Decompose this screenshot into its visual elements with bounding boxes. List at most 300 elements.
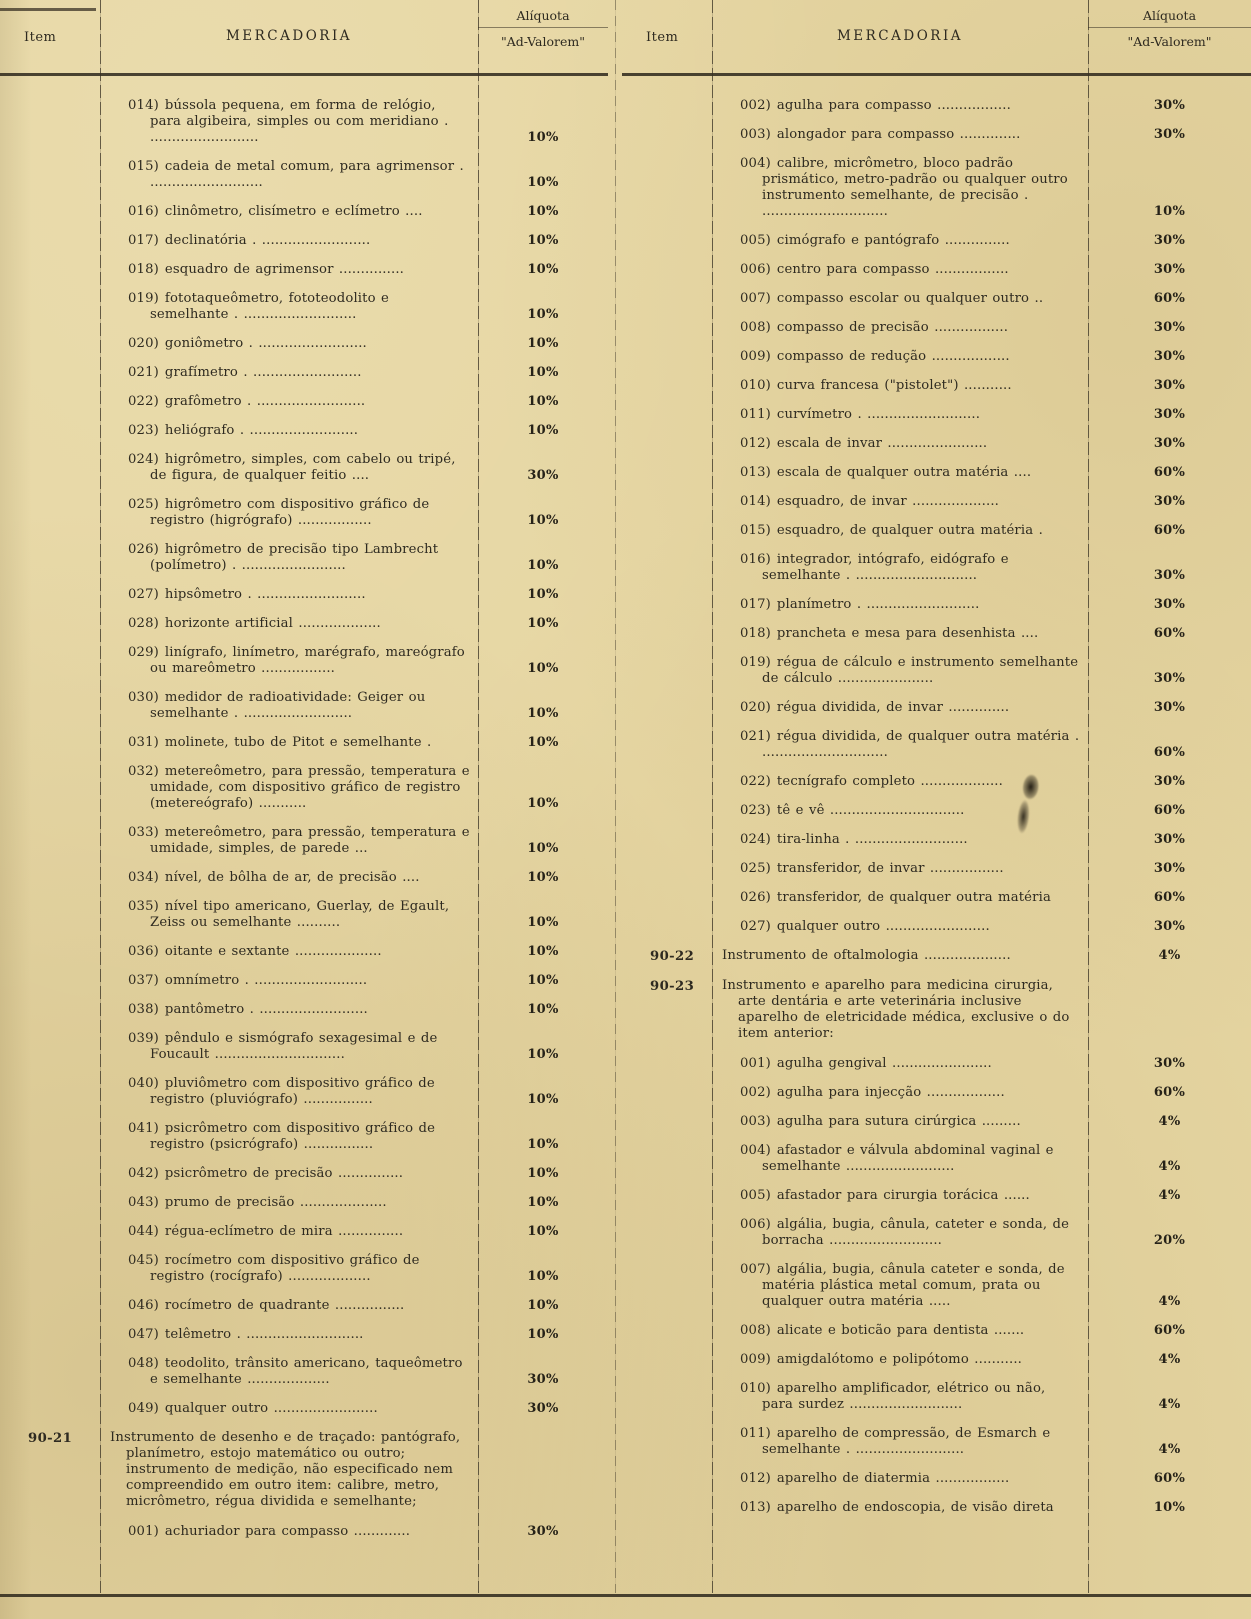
item-code [0, 1401, 100, 1417]
rate-value: 20% [1153, 1233, 1186, 1248]
entry-text: hipsômetro . ......................... [164, 587, 366, 602]
table-row [0, 423, 608, 439]
entry-text: bússola pequena, em forma de relógio, para algibeira, simples ou com meridiano . ......................... [150, 98, 449, 145]
entry-text: tecnígrafo completo ................... [776, 774, 1003, 789]
entry-text: Instrumento de oftalmologia .................... [722, 948, 1011, 963]
mercadoria-cell [712, 978, 1088, 1042]
mercadoria-cell [100, 1327, 478, 1343]
mercadoria-cell [712, 1188, 1088, 1204]
entry-number: 021) [740, 729, 771, 744]
item-code [0, 542, 100, 574]
table-row [622, 729, 1251, 761]
entry-number: 047) [128, 1327, 159, 1342]
rate-value: 60% [1153, 1323, 1186, 1338]
mercadoria-cell [100, 616, 478, 632]
mercadoria-cell [712, 1471, 1088, 1487]
item-code [622, 262, 712, 278]
mercadoria-cell [712, 774, 1088, 790]
mercadoria-cell [712, 700, 1088, 716]
entry-text: grafômetro . ......................... [164, 394, 366, 409]
entry-text: linígrafo, linímetro, marégrafo, mareógrafo ou mareômetro ................. [150, 645, 465, 676]
table-body-right [622, 76, 1251, 1516]
entry-text: régua-eclímetro de mira ............... [164, 1224, 404, 1239]
table-row [0, 365, 608, 381]
table-row [0, 336, 608, 352]
item-code [0, 452, 100, 484]
entry-number: 021) [128, 365, 159, 380]
entry-number: 010) [740, 1381, 771, 1396]
item-code [622, 1323, 712, 1339]
rate-value: 10% [527, 915, 559, 930]
mercadoria-cell [100, 735, 478, 751]
aliquota-label: Alíquota [478, 0, 608, 28]
item-code [0, 1298, 100, 1314]
item-code [622, 1085, 712, 1101]
mercadoria-cell [100, 98, 478, 146]
entry-number: 032) [128, 764, 159, 779]
item-code [622, 655, 712, 687]
item-code [622, 919, 712, 935]
item-code [622, 465, 712, 481]
mercadoria-cell [712, 919, 1088, 935]
entry-number: 010) [740, 378, 771, 393]
table-row [622, 1352, 1251, 1368]
table-body-left [0, 76, 608, 1540]
entry-number: 011) [740, 407, 771, 422]
item-code [0, 159, 100, 191]
aliquota-column-header [1088, 0, 1251, 73]
entry-text: higrômetro de precisão tipo Lambrecht (polímetro) . ........................ [150, 542, 439, 573]
item-code [622, 1143, 712, 1175]
entry-number: 016) [128, 204, 159, 219]
item-code [0, 764, 100, 812]
ad-valorem-label: "Ad-Valorem" [1127, 34, 1212, 49]
table-header-right [622, 0, 1251, 76]
entry-text: amigdalótomo e polipótomo ........... [776, 1352, 1023, 1367]
mercadoria-cell [712, 1085, 1088, 1101]
entry-number: 048) [128, 1356, 159, 1371]
entry-text: régua dividida, de invar .............. [776, 700, 1010, 715]
mercadoria-cell [712, 378, 1088, 394]
item-code [0, 291, 100, 323]
mercadoria-cell [100, 973, 478, 989]
table-row [0, 616, 608, 632]
rate-value: 10% [527, 616, 559, 631]
table-row [622, 803, 1251, 819]
table-row [622, 436, 1251, 452]
rate-value: 60% [1153, 745, 1186, 760]
item-code [0, 944, 100, 960]
table-row [622, 378, 1251, 394]
rate-value: 10% [527, 706, 559, 721]
entry-number: 018) [128, 262, 159, 277]
item-code [0, 98, 100, 146]
entry-number: 002) [740, 98, 771, 113]
table-row [622, 1056, 1251, 1072]
entry-number: 014) [128, 98, 159, 113]
table-row [622, 156, 1251, 220]
entry-text: omnímetro . .......................... [164, 973, 368, 988]
table-row [622, 890, 1251, 906]
item-code [0, 1224, 100, 1240]
item-code [622, 1262, 712, 1310]
rate-value: 30% [1153, 861, 1186, 876]
entry-number: 007) [740, 291, 771, 306]
table-row [0, 944, 608, 960]
item-code [0, 735, 100, 751]
table-row [0, 159, 608, 191]
rate-value: 10% [527, 944, 559, 959]
rate-value: 10% [527, 1298, 559, 1313]
rate-value: 30% [1153, 378, 1186, 393]
item-code [0, 1253, 100, 1285]
table-row [0, 542, 608, 574]
item-code: 90-23 [650, 979, 695, 994]
mercadoria-cell [100, 587, 478, 603]
mercadoria-cell [100, 159, 478, 191]
entry-text: alicate e boticão para dentista ....... [776, 1323, 1025, 1338]
mercadoria-cell [100, 1298, 478, 1314]
item-code: 90-21 [28, 1431, 73, 1446]
entry-text: medidor de radioatividade: Geiger ou semelhante . ......................... [150, 690, 426, 721]
table-row [0, 204, 608, 220]
table-row [622, 774, 1251, 790]
mercadoria-cell [100, 233, 478, 249]
table-row [622, 523, 1251, 539]
mercadoria-cell [100, 1401, 478, 1417]
mercadoria-cell [712, 1352, 1088, 1368]
entry-text: régua de cálculo e instrumento semelhante de cálculo ...................... [762, 655, 1079, 686]
entry-text: pantômetro . ......................... [164, 1002, 368, 1017]
rate-value: 4% [1158, 1159, 1181, 1174]
mercadoria-cell [712, 98, 1088, 114]
entry-number: 025) [128, 497, 159, 512]
entry-text: algália, bugia, cânula, cateter e sonda, de borracha .......................... [762, 1217, 1070, 1248]
mercadoria-cell [712, 465, 1088, 481]
item-code [0, 1356, 100, 1388]
entry-number: 016) [740, 552, 771, 567]
entry-text: escala de qualquer outra matéria .... [776, 465, 1032, 480]
table-row [622, 948, 1251, 964]
item-code [622, 597, 712, 613]
entry-text: psicrômetro de precisão ............... [164, 1166, 404, 1181]
item-code [622, 1056, 712, 1072]
table-row [622, 597, 1251, 613]
table-row [0, 690, 608, 722]
entry-text: grafímetro . ......................... [164, 365, 362, 380]
table-row [622, 1143, 1251, 1175]
table-row [0, 1076, 608, 1108]
item-code [0, 1076, 100, 1108]
entry-text: aparelho de compressão, de Esmarch e semelhante . ......................... [762, 1426, 1051, 1457]
entry-text: fototaqueômetro, fototeodolito e semelhante . .......................... [150, 291, 390, 322]
entry-text: compasso escolar ou qualquer outro .. [776, 291, 1044, 306]
mercadoria-cell [712, 291, 1088, 307]
rate-value: 10% [527, 841, 559, 856]
entry-number: 038) [128, 1002, 159, 1017]
table-row [622, 1188, 1251, 1204]
rate-value: 10% [527, 262, 559, 277]
entry-number: 008) [740, 320, 771, 335]
item-code [622, 729, 712, 761]
entry-text: afastador e válvula abdominal vaginal e semelhante ......................... [762, 1143, 1054, 1174]
mercadoria-cell [712, 729, 1088, 761]
item-code [622, 349, 712, 365]
entry-number: 039) [128, 1031, 159, 1046]
entry-number: 003) [740, 127, 771, 142]
rate-value: 10% [527, 558, 559, 573]
item-code [0, 1002, 100, 1018]
table-row [0, 1298, 608, 1314]
item-code [0, 645, 100, 677]
entry-text: esquadro, de invar .................... [776, 494, 1000, 509]
rate-value: 30% [1153, 1056, 1186, 1071]
rate-value: 10% [527, 1224, 559, 1239]
rate-value: 30% [527, 468, 559, 483]
table-row [622, 1217, 1251, 1249]
rate-value: 30% [1153, 700, 1186, 715]
entry-number: 018) [740, 626, 771, 641]
item-column-header: Item [646, 30, 679, 45]
rate-value: 4% [1158, 1397, 1181, 1412]
mercadoria-cell [100, 336, 478, 352]
entry-text: tê e vê ............................... [776, 803, 965, 818]
item-code [622, 1217, 712, 1249]
entry-text: compasso de precisão ................. [776, 320, 1009, 335]
entry-text: agulha gengival ....................... [776, 1056, 992, 1071]
entry-number: 011) [740, 1426, 771, 1441]
rate-value: 10% [527, 796, 559, 811]
entry-text: aparelho de diatermia ................. [776, 1471, 1010, 1486]
aliquota-column-header [478, 0, 608, 73]
rate-value: 10% [527, 973, 559, 988]
rate-value: 30% [527, 1372, 559, 1387]
item-code [622, 523, 712, 539]
entry-number: 025) [740, 861, 771, 876]
item-code [622, 291, 712, 307]
item-code [622, 700, 712, 716]
rate-value: 30% [1153, 568, 1186, 583]
entry-number: 009) [740, 1352, 771, 1367]
rate-value: 10% [527, 1137, 559, 1152]
mercadoria-cell [712, 1323, 1088, 1339]
item-code [622, 436, 712, 452]
entry-text: curvímetro . .......................... [776, 407, 981, 422]
entry-text: clinômetro, clisímetro e eclímetro .... [164, 204, 423, 219]
table-row [622, 552, 1251, 584]
entry-text: afastador para cirurgia torácica ...... [776, 1188, 1030, 1203]
item-code: 90-22 [650, 949, 695, 964]
item-code [0, 899, 100, 931]
right-table-column [622, 0, 1251, 1619]
rate-value: 10% [527, 587, 559, 602]
rate-value: 10% [527, 423, 559, 438]
mercadoria-cell [712, 948, 1088, 964]
rate-value: 4% [1158, 1294, 1181, 1309]
rate-value: 60% [1153, 465, 1186, 480]
entry-text: integrador, intógrafo, eidógrafo e semelhante . ............................ [762, 552, 1009, 583]
rate-value: 60% [1153, 1471, 1186, 1486]
rate-value: 4% [1158, 948, 1181, 963]
item-code [0, 497, 100, 529]
item-code [622, 861, 712, 877]
table-row [0, 1356, 608, 1388]
mercadoria-cell [712, 803, 1088, 819]
entry-text: agulha para injecção .................. [776, 1085, 1005, 1100]
entry-number: 022) [128, 394, 159, 409]
table-row [0, 1031, 608, 1063]
rate-value: 60% [1153, 291, 1186, 306]
entry-text: compasso de redução .................. [776, 349, 1010, 364]
entry-number: 001) [128, 1524, 159, 1539]
table-row [0, 394, 608, 410]
bottom-page-rule [0, 1594, 1251, 1597]
mercadoria-cell [100, 1002, 478, 1018]
rate-value: 60% [1153, 890, 1186, 905]
entry-number: 034) [128, 870, 159, 885]
rate-value: 10% [1153, 1500, 1186, 1515]
entry-number: 024) [128, 452, 159, 467]
table-row [0, 1121, 608, 1153]
item-code [622, 1114, 712, 1130]
mercadoria-cell [712, 1262, 1088, 1310]
entry-number: 004) [740, 156, 771, 171]
item-code [0, 394, 100, 410]
entry-text: psicrômetro com dispositivo gráfico de registro (psicrógrafo) ................ [150, 1121, 436, 1152]
entry-text: escala de invar ....................... [776, 436, 988, 451]
mercadoria-column-header: MERCADORIA [225, 28, 353, 44]
entry-number: 045) [128, 1253, 159, 1268]
entry-text: calibre, micrômetro, bloco padrão prismático, metro-padrão ou qualquer outro instrumento semelhante, de precisão . ............................. [762, 156, 1068, 219]
item-code [622, 890, 712, 906]
item-code [0, 423, 100, 439]
rate-value: 30% [1153, 233, 1186, 248]
item-code [0, 1166, 100, 1182]
entry-text: alongador para compasso .............. [776, 127, 1021, 142]
entry-text: pluviômetro com dispositivo gráfico de registro (pluviógrafo) ................ [150, 1076, 435, 1107]
entry-text: Instrumento e aparelho para medicina cirurgia, arte dentária e arte veterinária inclusive aparelho de eletricidade médica, exclusive o do item anterior: [722, 978, 1070, 1041]
item-code [0, 1524, 100, 1540]
entry-text: agulha para compasso ................. [776, 98, 1011, 113]
rate-value: 4% [1158, 1442, 1181, 1457]
rate-value: 10% [527, 307, 559, 322]
rate-value: 10% [527, 661, 559, 676]
mercadoria-cell [712, 1114, 1088, 1130]
entry-number: 017) [740, 597, 771, 612]
entry-text: heliógrafo . ......................... [164, 423, 359, 438]
entry-number: 029) [128, 645, 159, 660]
rate-value: 10% [527, 365, 559, 380]
entry-text: nível tipo americano, Guerlay, de Egault, Zeiss ou semelhante .......... [150, 899, 450, 930]
item-code [0, 973, 100, 989]
entry-number: 027) [128, 587, 159, 602]
table-row [622, 832, 1251, 848]
item-code [0, 1195, 100, 1211]
item-code [622, 494, 712, 510]
entry-number: 014) [740, 494, 771, 509]
item-column-header: Item [24, 30, 57, 45]
rate-value: 30% [1153, 320, 1186, 335]
rate-value: 10% [527, 1166, 559, 1181]
rate-value: 10% [527, 1269, 559, 1284]
entry-number: 009) [740, 349, 771, 364]
rate-value: 30% [527, 1524, 559, 1539]
rate-value [1088, 978, 1251, 1042]
entry-text: prancheta e mesa para desenhista .... [776, 626, 1039, 641]
entry-number: 031) [128, 735, 159, 750]
mercadoria-cell [712, 436, 1088, 452]
item-code [0, 587, 100, 603]
mercadoria-cell [100, 1166, 478, 1182]
entry-number: 023) [740, 803, 771, 818]
table-row [622, 349, 1251, 365]
entry-number: 013) [740, 1500, 771, 1515]
item-code [0, 1121, 100, 1153]
rate-value: 60% [1153, 523, 1186, 538]
item-code [622, 552, 712, 584]
rate-value: 10% [527, 735, 559, 750]
table-row [0, 973, 608, 989]
table-row [622, 127, 1251, 143]
mercadoria-cell [100, 394, 478, 410]
item-code [0, 616, 100, 632]
left-table-column [0, 0, 608, 1619]
mercadoria-cell [712, 494, 1088, 510]
rate-value: 30% [1153, 494, 1186, 509]
entry-text: rocímetro de quadrante ................ [164, 1298, 405, 1313]
entry-number: 005) [740, 1188, 771, 1203]
table-row [0, 764, 608, 812]
item-code [622, 1352, 712, 1368]
table-row [0, 1253, 608, 1285]
entry-number: 042) [128, 1166, 159, 1181]
mercadoria-cell [712, 1056, 1088, 1072]
table-row [0, 645, 608, 677]
item-code [622, 320, 712, 336]
mercadoria-cell [100, 1224, 478, 1240]
table-row [0, 1401, 608, 1417]
entry-number: 022) [740, 774, 771, 789]
item-code [622, 774, 712, 790]
table-row [622, 320, 1251, 336]
mercadoria-cell [712, 861, 1088, 877]
table-row [0, 1224, 608, 1240]
item-code [0, 204, 100, 220]
item-code [0, 1031, 100, 1063]
table-row [0, 735, 608, 751]
table-row [622, 98, 1251, 114]
mercadoria-cell [100, 365, 478, 381]
mercadoria-cell [100, 899, 478, 931]
rate-value: 10% [527, 1092, 559, 1107]
entry-text: qualquer outro ........................ [776, 919, 990, 934]
mercadoria-cell [712, 156, 1088, 220]
mercadoria-cell [712, 349, 1088, 365]
rate-value: 10% [527, 233, 559, 248]
entry-number: 006) [740, 262, 771, 277]
entry-text: achuriador para compasso ............. [164, 1524, 411, 1539]
table-row [622, 465, 1251, 481]
item-code [622, 1426, 712, 1458]
mercadoria-cell [100, 1524, 478, 1540]
table-row [0, 899, 608, 931]
entry-number: 049) [128, 1401, 159, 1416]
mercadoria-cell [100, 423, 478, 439]
rate-value: 10% [527, 1047, 559, 1062]
entry-text: prumo de precisão .................... [164, 1195, 387, 1210]
entry-text: cadeia de metal comum, para agrimensor . .......................... [150, 159, 464, 190]
rate-value: 30% [527, 1401, 559, 1416]
